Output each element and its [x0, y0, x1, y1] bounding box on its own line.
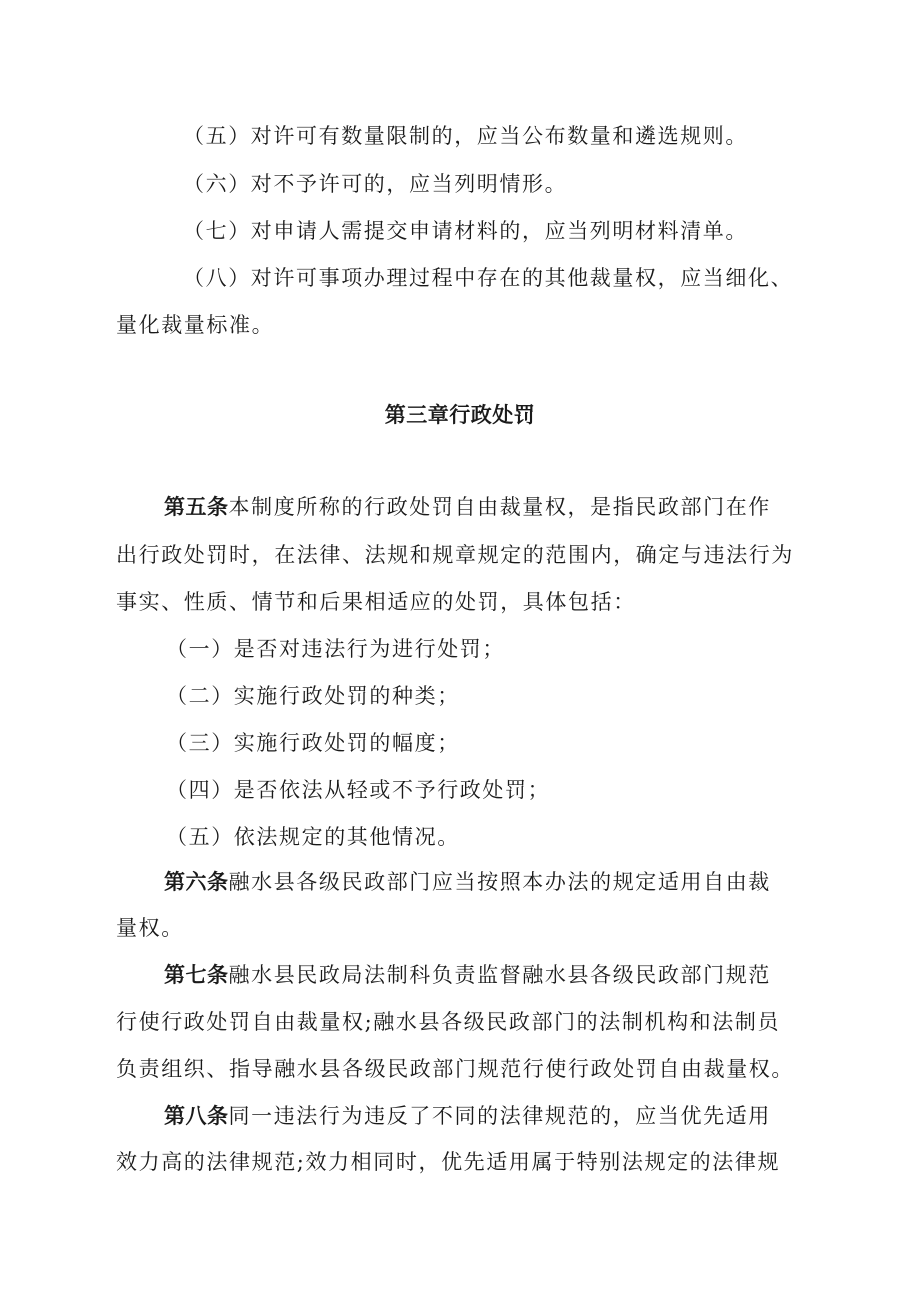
article-8-label: 第八条 [164, 1104, 229, 1128]
penalty-item-4: （四）是否依法从轻或不予行政处罚； [166, 778, 551, 802]
article-5-label: 第五条 [164, 495, 229, 519]
article-8-text-1: 同一违法行为违反了不同的法律规范的，应当优先适用 [228, 1104, 771, 1128]
article-5-line-2: 出行政处罚时，在法律、法规和规章规定的范围内，确定与违法行为 [116, 543, 794, 567]
permit-item-7: （七）对申请人需提交申请材料的，应当列明材料清单。 [183, 219, 748, 243]
article-6-line-1 [164, 867, 771, 897]
article-8-line-2: 效力高的法律规范;效力相同时，优先适用属于特别法规定的法律规 [116, 1150, 781, 1174]
permit-item-6: （六）对不予许可的，应当列明情形。 [183, 172, 568, 196]
permit-item-8: （八）对许可事项办理过程中存在的其他裁量权，应当细化、 [183, 266, 794, 290]
article-7-line-2: 行使行政处罚自由裁量权;融水县各级民政部门的法制机构和法制员 [116, 1010, 781, 1034]
article-6-label: 第六条 [164, 870, 229, 894]
article-5-text-1: 本制度所称的行政处罚自由裁量权，是指民政部门在作 [228, 495, 771, 519]
article-7-line-3: 负责组织、指导融水县各级民政部门规范行使行政处罚自由裁量权。 [116, 1057, 794, 1081]
penalty-item-5: （五）依法规定的其他情况。 [166, 825, 460, 849]
article-8-line-1 [164, 1101, 771, 1131]
article-6-line-2: 量权。 [116, 916, 184, 940]
penalty-item-3: （三）实施行政处罚的幅度； [166, 731, 460, 755]
penalty-item-2: （二）实施行政处罚的种类； [166, 684, 460, 708]
permit-item-5: （五）对许可有数量限制的，应当公布数量和遴选规则。 [183, 124, 748, 148]
article-6-text-1: 融水县各级民政部门应当按照本办法的规定适用自由裁 [228, 870, 771, 894]
article-5-line-3: 事实、性质、情节和后果相适应的处罚，具体包括： [116, 590, 636, 614]
article-7-line-1 [164, 960, 771, 990]
chapter-title: 第三章行政处罚 [384, 403, 536, 427]
article-7-text-1: 融水县民政局法制科负责监督融水县各级民政部门规范 [228, 963, 771, 987]
permit-item-8-cont: 量化裁量标准。 [116, 313, 275, 337]
article-5-line-1 [164, 492, 771, 522]
penalty-item-1: （一）是否对违法行为进行处罚； [166, 637, 505, 661]
article-7-label: 第七条 [164, 963, 229, 987]
